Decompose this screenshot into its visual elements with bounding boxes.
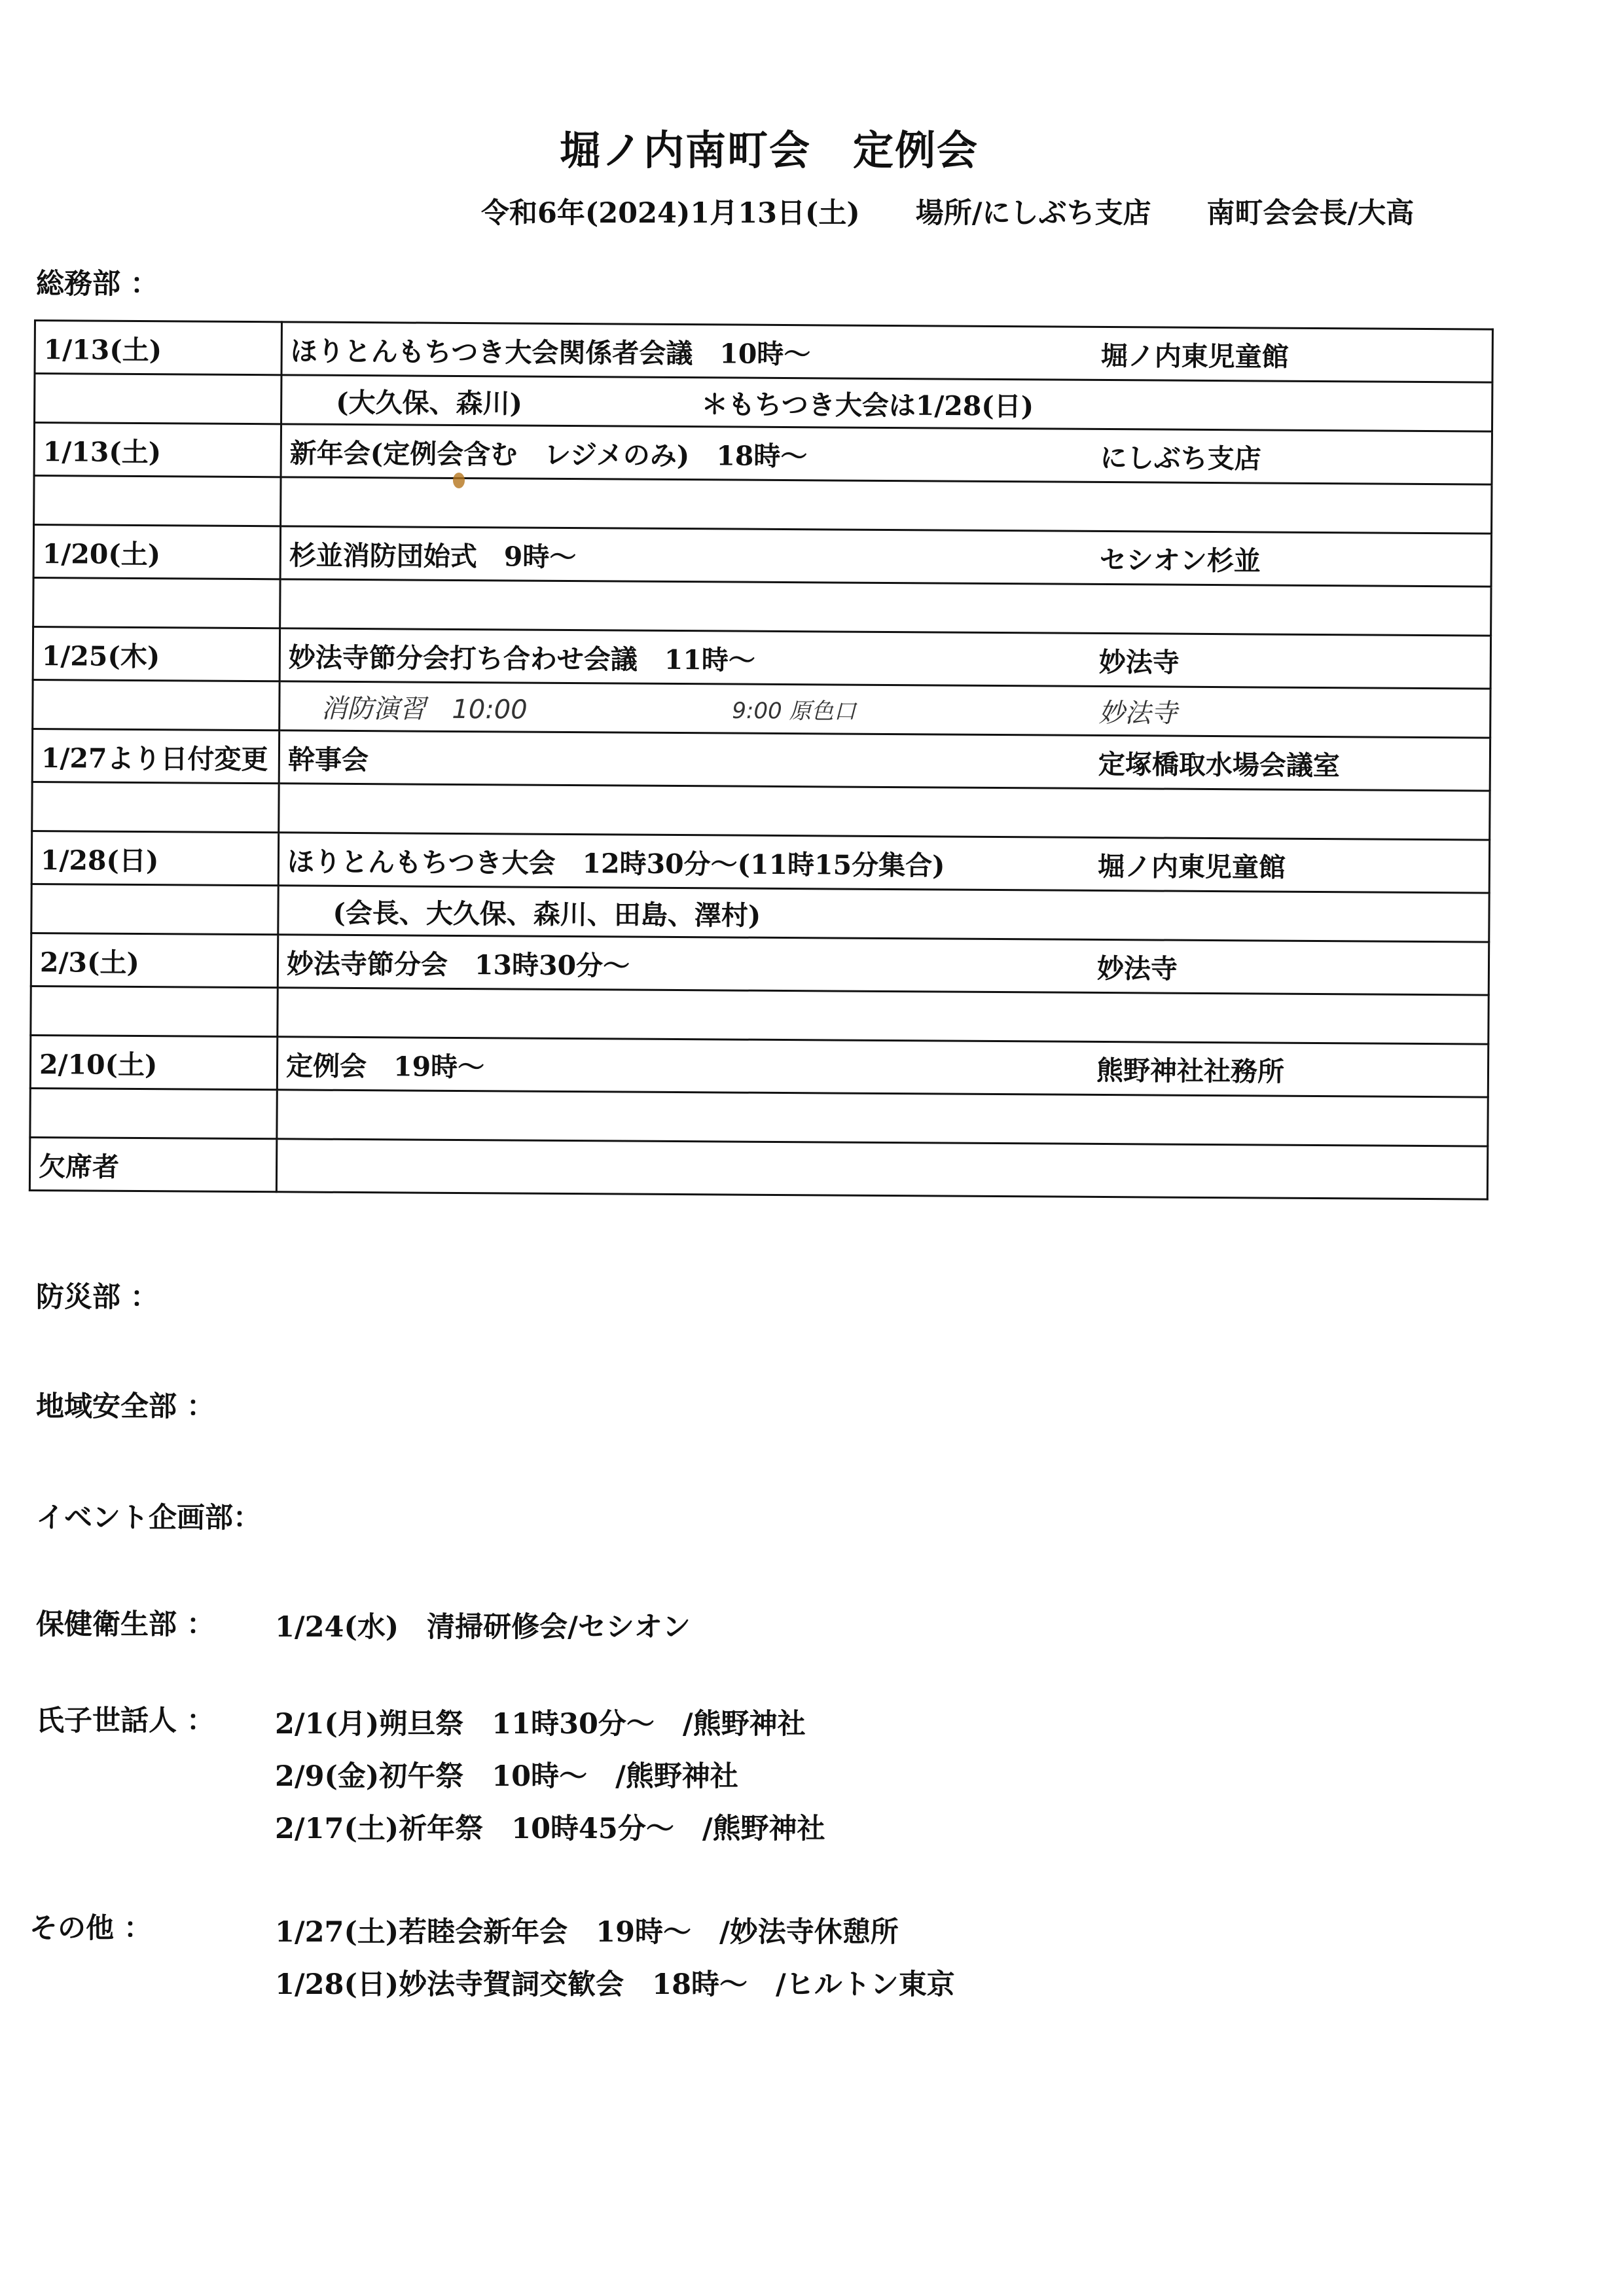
row-venue: 堀ノ内東児童館 [1100,340,1289,373]
ujiko-item: 2/1(月)朔旦祭 11時30分～ /熊野神社 [275,1708,806,1741]
table-row [35,374,1492,432]
table-row [33,578,1491,636]
row-date [31,986,278,1036]
table-row [31,831,1489,893]
ujiko-item: 2/17(土)祈年祭 10時45分～ /熊野神社 [275,1813,825,1845]
row-date [33,578,280,628]
table-row [33,627,1490,689]
row-venue: 定塚橋取水場会議室 [1098,748,1341,782]
sonota-item: 1/28(日)妙法寺賀詞交歓会 18時～ /ヒルトン東京 [275,1968,955,2001]
table-row [35,321,1492,383]
row-desc: ほりとんもちつき大会関係者会議 10時～ [290,334,811,370]
table-row [32,729,1490,791]
section-event-label: イベント企画部： [36,1502,261,1534]
row-desc [277,1090,1488,1146]
row-desc: 妙法寺節分会打ち合わせ会議 11時～ [288,641,756,676]
ink-stain [453,473,465,488]
row-date [30,1088,277,1138]
hoken-item: 1/24(水) 清掃研修会/セシオン [275,1611,691,1644]
table-row [30,1035,1488,1097]
row-date [34,476,281,526]
handwritten-note: 消防演習 10:00 [321,693,528,725]
row-venue: にしぶち支店 [1100,442,1261,475]
meeting-meta [481,191,1414,231]
section-somu-label: 総務部 ： [36,268,158,300]
row-date: 2/3(土) [31,933,278,987]
row-desc: 幹事会 [287,743,369,776]
row-desc [278,988,1489,1044]
row-venue: セシオン杉並 [1099,544,1261,577]
row-desc: ほりとんもちつき大会 12時30分～(11時15分集合) [287,845,945,882]
row-venue: 妙法寺 [1098,646,1180,679]
row-date: 1/28(日) [31,831,278,885]
table-row [34,476,1492,534]
row-desc: (会長、大久保、森川、田島、澤村) [333,897,761,931]
table-row [29,1137,1487,1199]
absentees-label: 欠席者 [29,1137,276,1191]
row-venue: 堀ノ内東児童館 [1097,850,1286,884]
handwritten-note: 9:00 原色口 [732,698,856,725]
absentees-value [276,1139,1487,1199]
row-date: 1/27より日付変更 [32,729,279,783]
meeting-chair: 南町会会長/大高 [1206,197,1415,230]
table-row [33,679,1490,738]
row-desc: (大久保、森川) [336,386,523,420]
handwritten-note: 妙法寺 [1098,698,1178,729]
section-sonota-label: その他 ： [29,1912,152,1945]
row-desc [280,579,1491,636]
row-date: 1/13(土) [34,423,281,477]
sonota-item: 1/27(土)若睦会新年会 19時～ /妙法寺休憩所 [275,1916,899,1949]
table-row [31,986,1489,1044]
section-bosai-label: 防災部 ： [36,1281,158,1314]
row-venue: 熊野神社社務所 [1096,1055,1285,1088]
row-date [31,884,278,934]
row-desc: 妙法寺節分会 13時30分～ [286,947,630,982]
schedule-table [29,319,1494,1201]
table-row [32,782,1490,840]
row-desc: 杉並消防団始式 9時～ [289,539,577,573]
row-date [32,782,279,832]
row-venue: 妙法寺 [1096,952,1178,985]
row-date: 1/25(木) [33,627,280,681]
row-date: 2/10(土) [30,1035,277,1089]
table-row [33,525,1491,587]
page-title: 堀ノ内南町会 定例会 [559,126,979,174]
table-row [30,1088,1488,1146]
section-ujiko-label: 氏子世話人 ： [36,1705,215,1737]
meeting-place: 場所/にしぶち支店 [915,197,1151,230]
section-chiiki-label: 地域安全部 ： [36,1390,215,1423]
row-desc: 定例会 19時～ [285,1049,485,1083]
section-hoken-label: 保健衛生部 ： [36,1608,215,1641]
row-desc: 新年会(定例会含む レジメのみ) 18時～ [289,437,808,472]
ujiko-item: 2/9(金)初午祭 10時～ /熊野神社 [275,1760,738,1793]
table-row [31,884,1489,942]
row-note: ＊もちつき大会は1/28(日) [701,388,1034,422]
row-date [35,374,281,424]
table-row [34,423,1492,485]
meeting-date: 令和6年(2024)1月13日(土) [481,197,860,230]
table-row [31,933,1489,995]
row-date: 1/20(土) [33,525,280,579]
row-date: 1/13(土) [35,321,281,375]
row-date [33,679,280,730]
row-desc [279,784,1490,840]
